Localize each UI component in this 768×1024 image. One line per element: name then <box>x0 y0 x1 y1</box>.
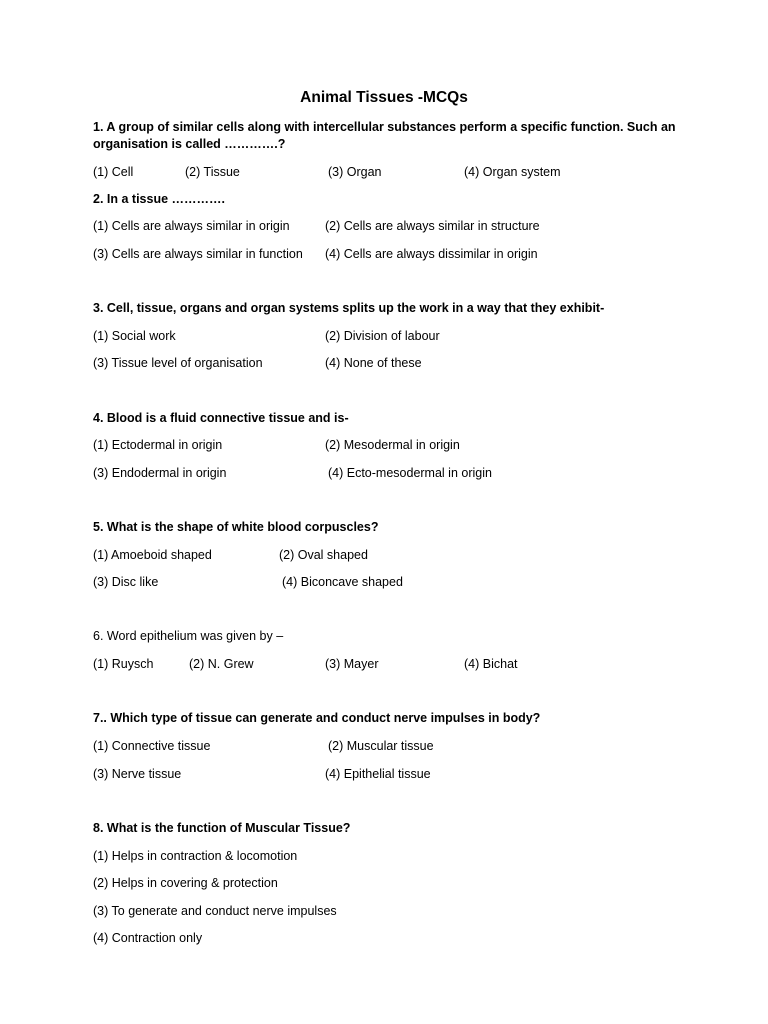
q8-option-3: (3) To generate and conduct nerve impulses <box>93 904 337 918</box>
q5-option-3: (3) Disc like <box>93 575 159 589</box>
question-4-text: 4. Blood is a fluid connective tissue and is- <box>93 411 349 425</box>
q4-option-1: (1) Ectodermal in origin <box>93 438 223 452</box>
question-8-option-row-2 <box>93 874 693 892</box>
q4-option-4: (4) Ecto-mesodermal in origin <box>328 466 492 480</box>
question-5-options-row-2 <box>93 573 693 591</box>
q1-option-2: (2) Tissue <box>185 165 240 179</box>
question-8-option-row-1 <box>93 847 693 865</box>
q7-option-2: (2) Muscular tissue <box>328 739 434 753</box>
question-3-options-row-1 <box>93 327 693 345</box>
q5-option-2: (2) Oval shaped <box>279 548 368 562</box>
question-5-text: 5. What is the shape of white blood corpuscles? <box>93 520 379 534</box>
question-1-options <box>93 163 693 181</box>
question-3-options-row-2 <box>93 354 693 372</box>
question-6-text: 6. Word epithelium was given by – <box>93 629 284 643</box>
question-8-option-row-3 <box>93 902 693 920</box>
q5-option-4: (4) Biconcave shaped <box>282 575 403 589</box>
question-7-text: 7.. Which type of tissue can generate and conduct nerve impulses in body? <box>93 711 541 725</box>
q4-option-2: (2) Mesodermal in origin <box>325 438 460 452</box>
q7-option-1: (1) Connective tissue <box>93 739 211 753</box>
question-7-options-row-2 <box>93 765 693 783</box>
q3-option-3: (3) Tissue level of organisation <box>93 356 263 370</box>
q1-option-4: (4) Organ system <box>464 165 561 179</box>
q2-option-1: (1) Cells are always similar in origin <box>93 219 290 233</box>
question-4-options-row-1 <box>93 436 693 454</box>
q6-option-1: (1) Ruysch <box>93 657 154 671</box>
question-4-options-row-2 <box>93 464 693 482</box>
question-8-option-row-4 <box>93 929 693 947</box>
question-2-text: 2. In a tissue …………. <box>93 192 225 206</box>
question-3-text: 3. Cell, tissue, organs and organ systems splits up the work in a way that they exhibit- <box>93 301 605 315</box>
q4-option-3: (3) Endodermal in origin <box>93 466 227 480</box>
q7-option-3: (3) Nerve tissue <box>93 767 182 781</box>
q8-option-1: (1) Helps in contraction & locomotion <box>93 849 298 863</box>
question-2-options-row-1 <box>93 217 693 235</box>
q2-option-2: (2) Cells are always similar in structure <box>325 219 540 233</box>
q5-option-1: (1) Amoeboid shaped <box>93 548 212 562</box>
question-6-options <box>93 655 693 673</box>
q2-option-3: (3) Cells are always similar in function <box>93 247 303 261</box>
q1-option-3: (3) Organ <box>328 165 382 179</box>
q8-option-2: (2) Helps in covering & protection <box>93 876 278 890</box>
q6-option-3: (3) Mayer <box>325 657 379 671</box>
q6-option-2: (2) N. Grew <box>189 657 254 671</box>
document-title: Animal Tissues -MCQs <box>300 89 468 106</box>
q8-option-4: (4) Contraction only <box>93 931 203 945</box>
q3-option-1: (1) Social work <box>93 329 176 343</box>
question-7-options-row-1 <box>93 737 693 755</box>
q1-option-1: (1) Cell <box>93 165 134 179</box>
q2-option-4: (4) Cells are always dissimilar in origin <box>325 247 538 261</box>
q3-option-4: (4) None of these <box>325 356 422 370</box>
q7-option-4: (4) Epithelial tissue <box>325 767 431 781</box>
question-2-options-row-2 <box>93 245 693 263</box>
q3-option-2: (2) Division of labour <box>325 329 440 343</box>
question-8-text: 8. What is the function of Muscular Tissue? <box>93 821 351 835</box>
question-1-text: 1. A group of similar cells along with intercellular substances perform a specific function. Such an organisation is called ………….? <box>93 120 676 151</box>
q6-option-4: (4) Bichat <box>464 657 518 671</box>
question-5-options-row-1 <box>93 546 693 564</box>
